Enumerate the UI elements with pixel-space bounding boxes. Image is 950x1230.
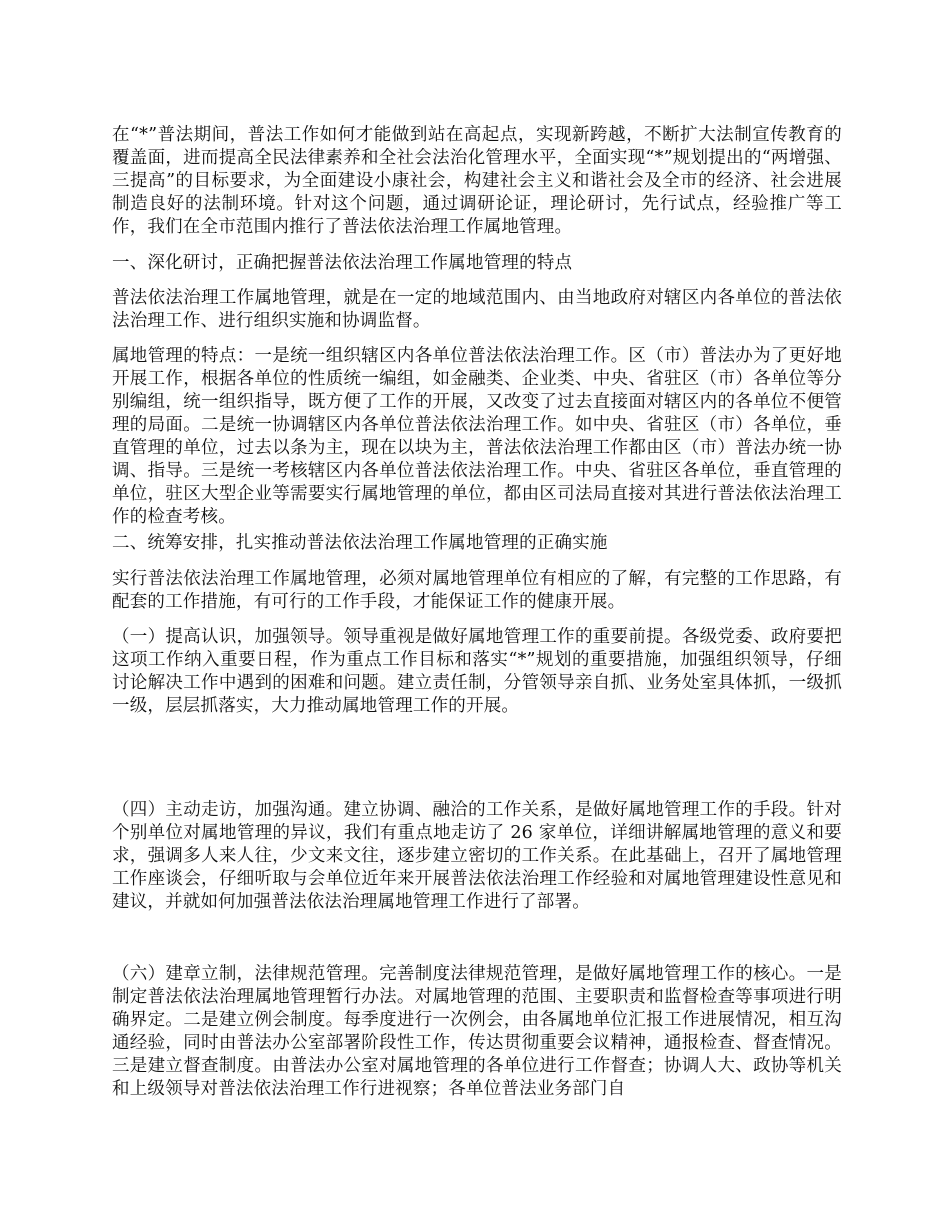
paragraph-definition: 普法依法治理工作属地管理，就是在一定的地域范围内、由当地政府对辖区内各单位的普法依法治理工作、进行组织实施和协调监督。 (112, 288, 842, 331)
intro-paragraph: 在“*”普法期间，普法工作如何才能做到站在高起点，实现新跨越，不断扩大法制宣传教育的覆盖面，进而提高全民法律素养和全社会法治化管理水平，全面实现“*”规划提出的“两增强、三提高”的目标要求，为全面建设小康社会，构建社会主义和谐社会及全市的经济、社会进展制造良好的法制环境。针对这个问题，通过调研论证，理论研讨，先行试点，经验推广等工作，我们在全市范围内推行了普法依法治理工作属地管理。 (112, 125, 842, 237)
paragraph-implementation: 实行普法依法治理工作属地管理，必须对属地管理单位有相应的了解，有完整的工作思路，有配套的工作措施，有可行的工作手段，才能保证工作的健康开展。 (112, 569, 842, 612)
section-heading-2: 二、统筹安排，扎实推动普法依法治理工作属地管理的正确实施 (112, 533, 608, 553)
paragraph-item-4: （四）主动走访，加强沟通。建立协调、融洽的工作关系，是做好属地管理工作的手段。针对个别单位对属地管理的异议，我们有重点地走访了 26 家单位，详细讲解属地管理的意义和要求，强调多人来人往，少文来文往，逐步建立密切的工作关系。在此基础上，召开了属地管理工作座谈会，仔细听取与会单位近年来开展普法依法治理工作经验和对属地管理建设性意见和建议，并就如何加强普法依法治理属地管理工作进行了部署。 (112, 800, 842, 912)
section-heading-1: 一、深化研讨，正确把握普法依法治理工作属地管理的特点 (112, 253, 573, 273)
paragraph-features: 属地管理的特点：一是统一组织辖区内各单位普法依法治理工作。区（市）普法办为了更好地开展工作，根据各单位的性质统一编组，如金融类、企业类、中央、省驻区（市）各单位等分别编组，统一组织指导，既方便了工作的开展，又改变了过去直接面对辖区内的各单位不便管理的局面。二是统一协调辖区内各单位普法依法治理工作。如中央、省驻区（市）各单位，垂直管理的单位，过去以条为主，现在以块为主，普法依法治理工作都由区（市）普法办统一协调、指导。三是统一考核辖区内各单位普法依法治理工作。中央、省驻区各单位，垂直管理的单位，驻区大型企业等需要实行属地管理的单位，都由区司法局直接对其进行普法依法治理工作的检查考核。 (112, 346, 842, 527)
paragraph-item-1: （一）提高认识，加强领导。领导重视是做好属地管理工作的重要前提。各级党委、政府要把这项工作纳入重要日程，作为重点工作目标和落实“*”规划的重要措施，加强组织领导，仔细讨论解决工作中遇到的困难和问题。建立责任制，分管领导亲自抓、业务处室具体抓，一级抓一级，层层抓落实，大力推动属地管理工作的开展。 (112, 627, 842, 716)
paragraph-item-6: （六）建章立制，法律规范管理。完善制度法律规范管理，是做好属地管理工作的核心。一是制定普法依法治理属地管理暂行办法。对属地管理的范围、主要职责和监督检查等事项进行明确界定。二是建立例会制度。每季度进行一次例会，由各属地单位汇报工作进展情况，相互沟通经验，同时由普法办公室部署阶段性工作，传达贯彻重要会议精神，通报检查、督查情况。三是建立督查制度。由普法办公室对属地管理的各单位进行工作督查；协调人大、政协等机关和上级领导对普法依法治理工作行进视察；各单位普法业务部门自 (112, 964, 842, 1099)
